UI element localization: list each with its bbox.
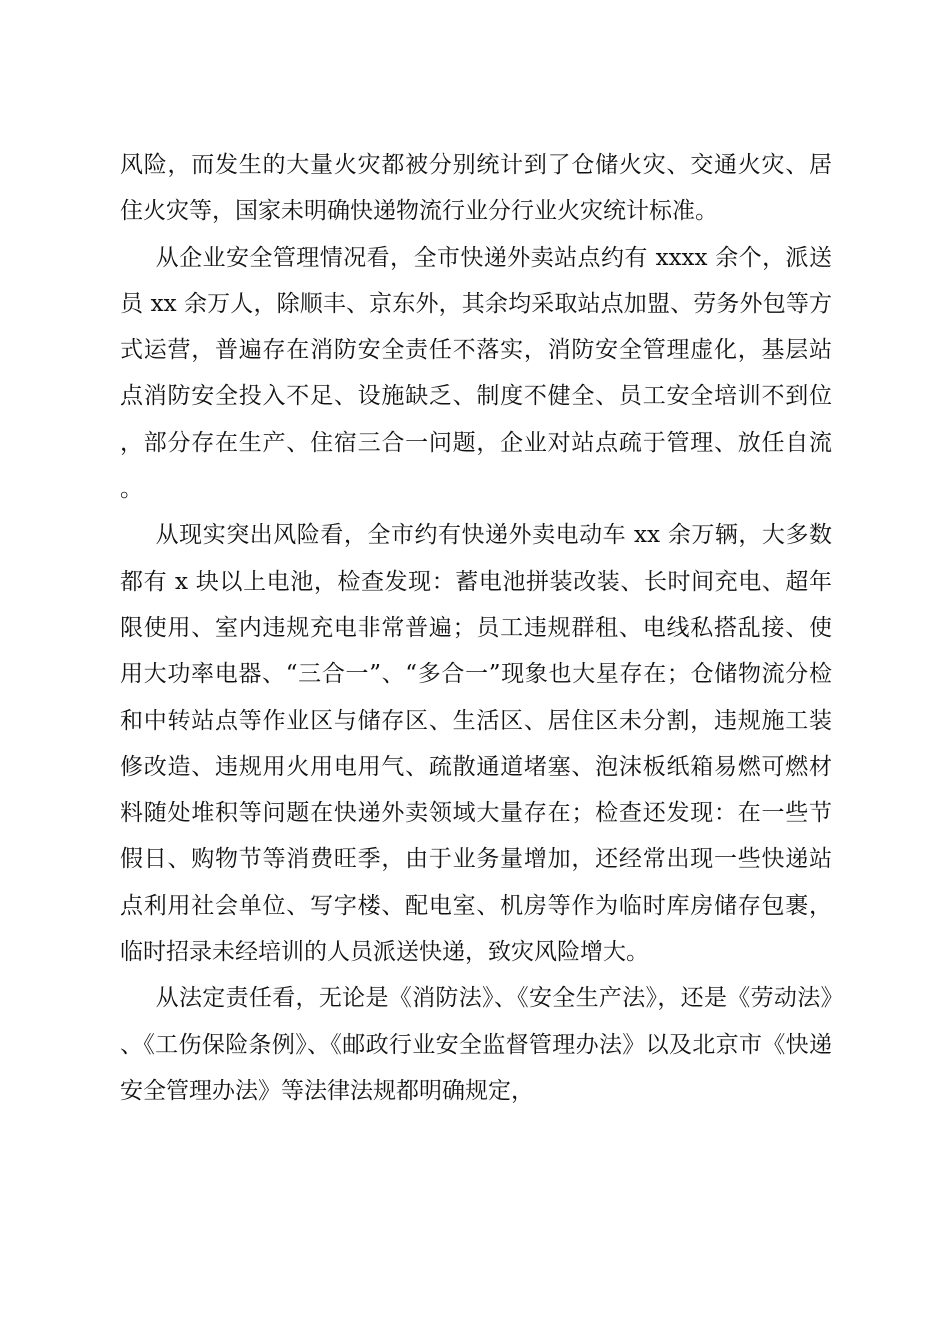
document-body [120,142,832,1114]
paragraph-continuation: 风险，而发生的大量火灾都被分别统计到了仓储火灾、交通火灾、居住火灾等，国家未明确快递物流行业分行业火灾统计标准。 [120,152,832,225]
paragraph-legal-responsibility: 从法定责任看，无论是《消防法》、《安全生产法》，还是《劳动法》、《工伤保险条例》、《邮政行业安全监督管理办法》以及北京市《快递安全管理办法》等法律法规都明确规定， [120,985,832,1104]
paragraph-realistic-risks: 从现实突出风险看，全市约有快递外卖电动车 xx 余万辆，大多数都有 x 块以上电池，检查发现：蓄电池拼装改装、长时间充电、超年限使用、室内违规充电非常普遍；员工违规群租、电线私搭乱接、使用大功率电器、“三合一”、“多合一”现象也大星存在；仓储物流分检和中转站点等作业区与储存区、生活区、居住区未分割，违规施工装修改造、违规用火用电用气、疏散通道堵塞、泡沫板纸箱易燃可燃材料随处堆积等问题在快递外卖领域大量存在；检查还发现：在一些节假日、购物节等消费旺季，由于业务量增加，还经常出现一些快递站点利用社会单位、写字楼、配电室、机房等作为临时库房储存包裹，临时招录未经培训的人员派送快递，致灾风险增大。 [120,522,832,966]
paragraph-enterprise-safety: 从企业安全管理情况看，全市快递外卖站点约有 xxxx 余个，派送员 xx 余万人，除顺丰、京东外，其余均采取站点加盟、劳务外包等方式运营，普遍存在消防安全责任不落实，消防安全管理虚化，基层站点消防安全投入不足、设施缺乏、制度不健全、员工安全培训不到位，部分存在生产、住宿三合一问题，企业对站点疏于管理、放任自流。 [120,244,832,503]
